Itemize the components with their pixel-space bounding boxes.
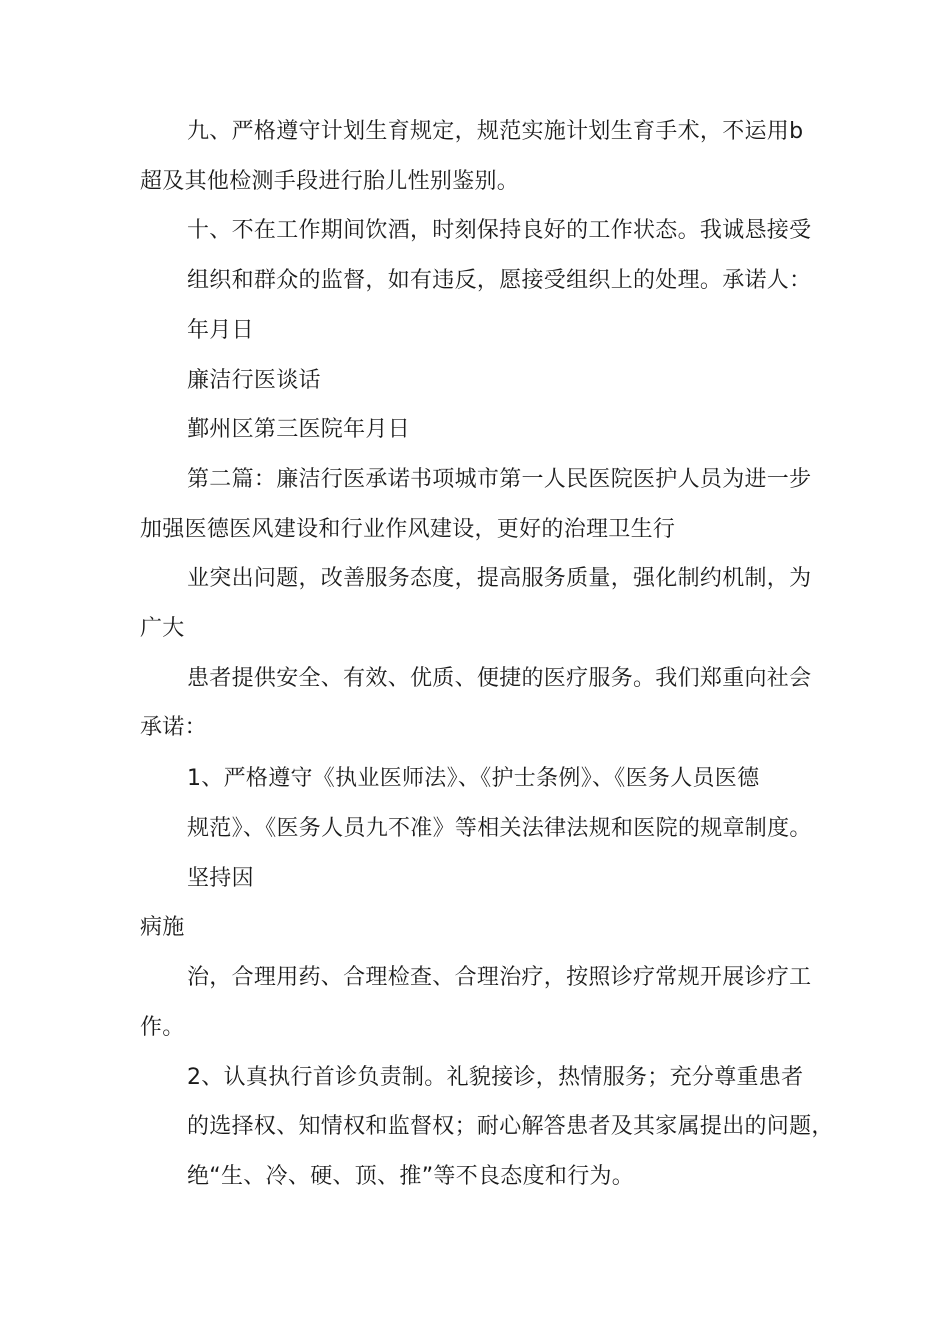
paragraph-line: 广大: [140, 616, 185, 641]
paragraph-line: 坚持因: [187, 866, 254, 891]
paragraph-line: 绝“生、冷、硬、顶、推”等不良态度和行为。: [187, 1164, 635, 1189]
paragraph-line: 承诺：: [140, 715, 207, 740]
paragraph-line: 2、认真执行首诊负责制。礼貌接诊，热情服务；充分尊重患者: [187, 1065, 804, 1090]
paragraph-line: 加强医德医风建设和行业作风建设，更好的治理卫生行: [140, 517, 676, 542]
paragraph-line: 规范》、《医务人员九不准》等相关法律法规和医院的规章制度。: [187, 816, 812, 841]
paragraph-line: 年月日: [187, 318, 254, 343]
paragraph-line: 廉洁行医谈话: [187, 368, 321, 393]
paragraph-line: 十、不在工作期间饮酒，时刻保持良好的工作状态。我诚恳接受: [187, 218, 812, 243]
paragraph-line: 业突出问题，改善服务态度，提高服务质量，强化制约机制，为: [187, 566, 812, 591]
paragraph-line: 九、严格遵守计划生育规定，规范实施计划生育手术，不运用b: [187, 119, 804, 144]
paragraph-line: 治，合理用药、合理检查、合理治疗，按照诊疗常规开展诊疗工: [187, 965, 812, 990]
paragraph-line: 第二篇：廉洁行医承诺书项城市第一人民医院医护人员为进一步: [187, 467, 812, 492]
paragraph-line: 鄞州区第三医院年月日: [187, 417, 411, 442]
paragraph-line: 1、严格遵守《执业医师法》、《护士条例》、《医务人员医德: [187, 766, 760, 791]
paragraph-line: 组织和群众的监督，如有违反，愿接受组织上的处理。承诺人：: [187, 268, 812, 293]
paragraph-line: 超及其他检测手段进行胎儿性别鉴别。: [140, 169, 520, 194]
paragraph-line: 的选择权、知情权和监督权；耐心解答患者及其家属提出的问题，: [187, 1114, 834, 1139]
paragraph-line: 作。: [140, 1015, 185, 1040]
paragraph-line: 患者提供安全、有效、优质、便捷的医疗服务。我们郑重向社会: [187, 666, 812, 691]
paragraph-line: 病施: [140, 915, 185, 940]
